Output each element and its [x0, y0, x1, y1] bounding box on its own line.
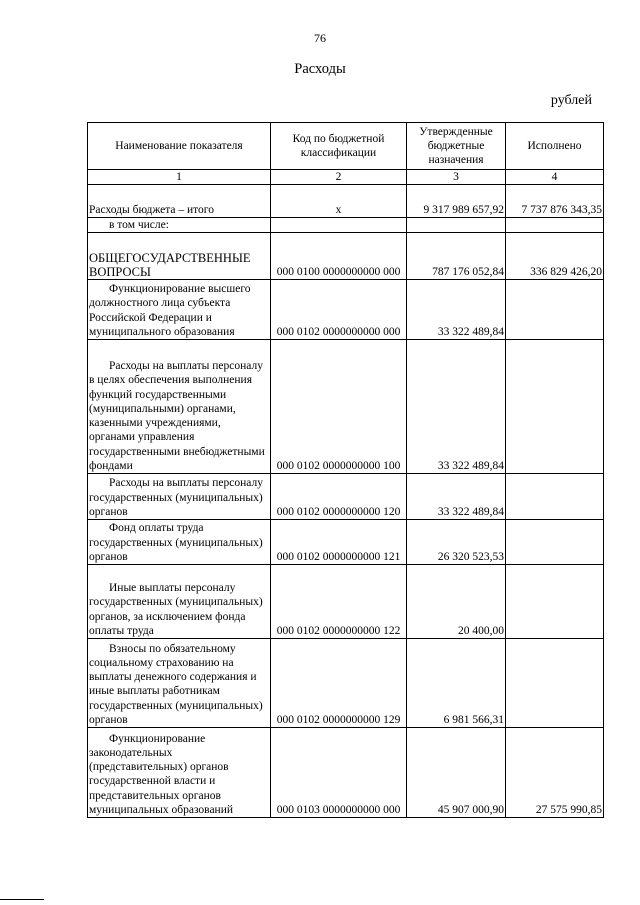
row-approved: 9 317 989 657,92: [407, 185, 506, 218]
document-title: Расходы: [294, 61, 346, 77]
row-name: Функционирование высшего должностного лица субъекта Российской Федерации и муниципального образования: [88, 280, 271, 340]
row-name: Расходы на выплаты персоналу государственных (муниципальных) органов: [88, 474, 271, 520]
row-code: 000 0102 0000000000 129: [271, 639, 407, 728]
header-approved: Утвержденные бюджетные назначения: [407, 123, 506, 170]
table-row: [88, 639, 604, 728]
row-approved: 26 320 523,53: [407, 520, 506, 565]
row-approved: 787 176 052,84: [407, 233, 506, 280]
row-executed: [506, 218, 604, 233]
table-row: [88, 218, 604, 233]
row-code: [271, 218, 407, 233]
row-approved: 6 981 566,31: [407, 639, 506, 728]
table-row: [88, 728, 604, 818]
footer-divider: [0, 899, 44, 900]
header-row: [88, 123, 604, 170]
row-name: Функционирование законодательных (представительных) органов государственной власти и представительных органов муниципальных образований: [88, 728, 271, 818]
table-row: [88, 474, 604, 520]
row-approved: 33 322 489,84: [407, 340, 506, 474]
column-number: 4: [506, 170, 604, 185]
row-name: Расходы на выплаты персоналу в целях обеспечения выполнения функций государственными (муниципальными) органами, казенными учреждениями, органами управления государственными внебюджетными фондами: [88, 340, 271, 474]
header-name: Наименование показателя: [88, 123, 271, 170]
row-executed: [506, 520, 604, 565]
expenses-table: [87, 122, 604, 818]
row-approved: 33 322 489,84: [407, 280, 506, 340]
unit-label: рублей: [550, 93, 592, 108]
row-approved: 33 322 489,84: [407, 474, 506, 520]
row-approved: 45 907 000,90: [407, 728, 506, 818]
row-name: Взносы по обязательному социальному страхованию на выплаты денежного содержания и иные выплаты работникам государственных (муниципальных) органов: [88, 639, 271, 728]
row-code: 000 0100 0000000000 000: [271, 233, 407, 280]
table-row: [88, 280, 604, 340]
header-code: Код по бюджетной классификации: [271, 123, 407, 170]
row-executed: [506, 280, 604, 340]
row-name: Иные выплаты персоналу государственных (муниципальных) органов, за исключением фонда оплаты труда: [88, 565, 271, 639]
table-row: [88, 520, 604, 565]
table-row: [88, 233, 604, 280]
row-name: Расходы бюджета – итого: [88, 185, 271, 218]
row-approved: [407, 218, 506, 233]
row-executed: 7 737 876 343,35: [506, 185, 604, 218]
header-executed: Исполнено: [506, 123, 604, 170]
row-code: 000 0103 0000000000 000: [271, 728, 407, 818]
row-executed: [506, 565, 604, 639]
row-executed: 336 829 426,20: [506, 233, 604, 280]
table-row: [88, 565, 604, 639]
page-number: 76: [314, 31, 326, 45]
table-row: [88, 340, 604, 474]
column-number: 2: [271, 170, 407, 185]
table-row: [88, 185, 604, 218]
row-name: Фонд оплаты труда государственных (муниципальных) органов: [88, 520, 271, 565]
row-code: 000 0102 0000000000 121: [271, 520, 407, 565]
row-executed: [506, 340, 604, 474]
row-code: 000 0102 0000000000 122: [271, 565, 407, 639]
column-number-row: [88, 170, 604, 185]
row-code: 000 0102 0000000000 120: [271, 474, 407, 520]
row-name: в том числе:: [88, 218, 271, 233]
row-approved: 20 400,00: [407, 565, 506, 639]
row-code: 000 0102 0000000000 100: [271, 340, 407, 474]
row-code: 000 0102 0000000000 000: [271, 280, 407, 340]
row-code: x: [271, 185, 407, 218]
row-executed: 27 575 990,85: [506, 728, 604, 818]
column-number: 3: [407, 170, 506, 185]
row-executed: [506, 639, 604, 728]
row-name: ОБЩЕГОСУДАРСТВЕННЫЕ ВОПРОСЫ: [88, 233, 271, 280]
row-executed: [506, 474, 604, 520]
column-number: 1: [88, 170, 271, 185]
